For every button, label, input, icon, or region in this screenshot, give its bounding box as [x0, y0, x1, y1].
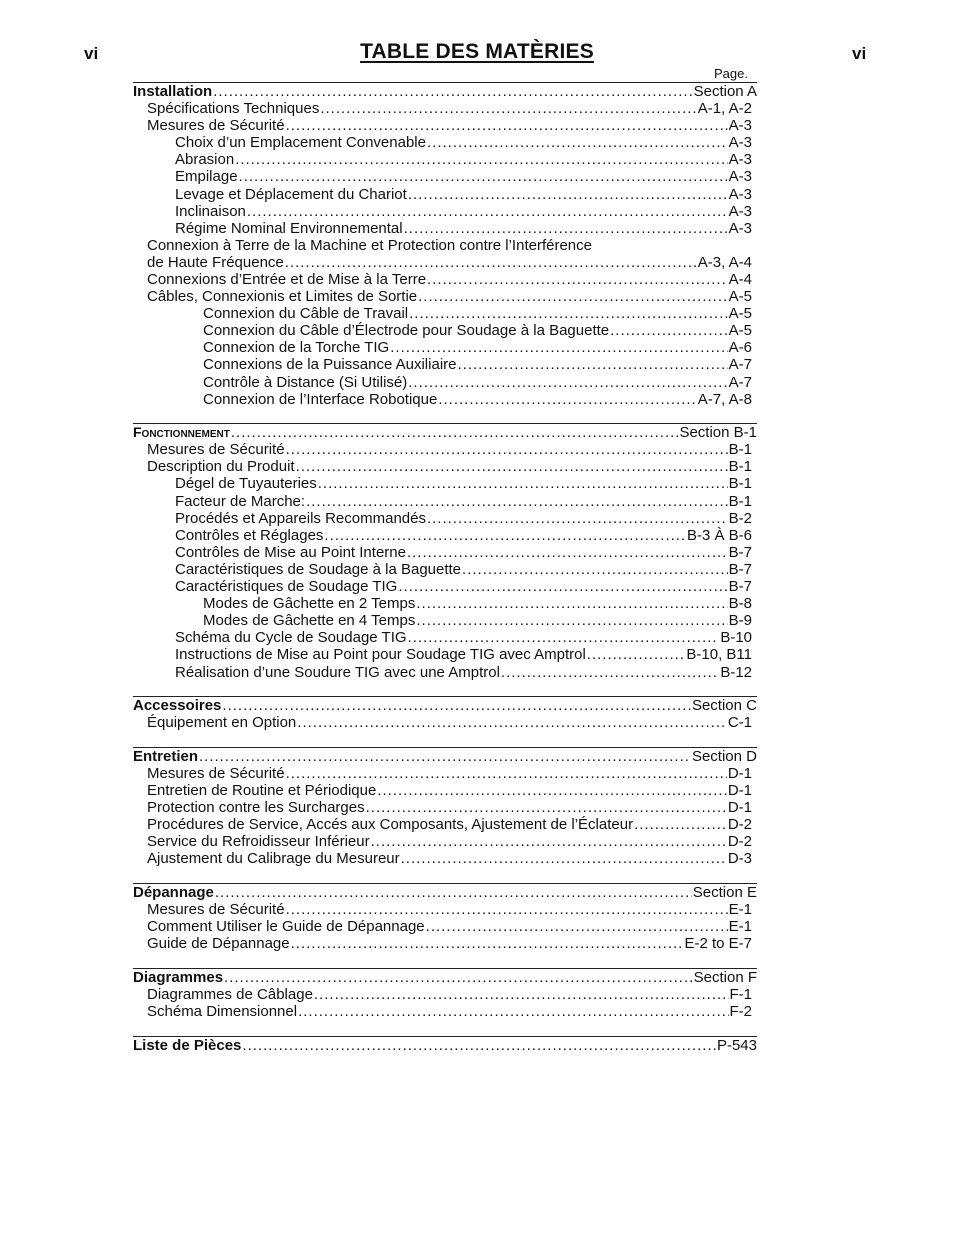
dot-leader [314, 986, 729, 1003]
toc-entry-page: B-10 [720, 629, 752, 647]
toc-entry-title: Mesures de Sécurité [147, 441, 285, 459]
toc-entry[interactable] [133, 1003, 757, 1020]
toc-entry-page: A-6 [728, 339, 752, 357]
dot-leader [296, 458, 728, 475]
toc-entry-page: B-7 [728, 578, 752, 596]
dot-leader [587, 646, 686, 663]
toc-section-heading[interactable] [133, 83, 757, 100]
dot-leader [408, 186, 728, 203]
toc-entry-page: A-3, A-4 [697, 253, 752, 271]
toc-section-heading[interactable] [133, 884, 757, 901]
toc-section [133, 883, 757, 952]
toc-entry-title: Instructions de Mise au Point pour Soudage TIG avec Amptrol [175, 646, 586, 664]
dot-leader [427, 271, 728, 288]
toc-entry-title: Réalisation d’une Soudure TIG avec une Amptrol [175, 663, 500, 681]
dot-leader [242, 1037, 716, 1054]
toc-entry-page: A-3 [728, 168, 752, 186]
toc-entry-title: Dégel de Tuyauteries [175, 475, 317, 493]
dot-leader [371, 833, 727, 850]
toc-entry-page: E-1 [728, 918, 752, 936]
toc-entry[interactable] [133, 799, 757, 816]
toc-entry-title: Abrasion [175, 151, 235, 169]
dot-leader [501, 664, 719, 681]
toc-entry[interactable] [133, 782, 757, 799]
dot-leader [366, 799, 727, 816]
toc-section-title: Installation [133, 83, 213, 100]
toc-entry-page: B-12 [720, 663, 752, 681]
toc-entry[interactable] [133, 612, 757, 629]
toc-entry[interactable] [133, 714, 757, 731]
toc-entry[interactable] [133, 339, 757, 356]
toc-entry[interactable] [133, 850, 757, 867]
toc-entry-page: D-2 [727, 816, 752, 834]
toc-entry[interactable] [133, 220, 757, 237]
dot-leader [286, 441, 728, 458]
dot-leader [224, 969, 693, 986]
dot-leader [199, 748, 691, 765]
toc-entry[interactable] [133, 544, 757, 561]
toc-entry[interactable] [133, 441, 757, 458]
toc-section-title: Entretien [133, 747, 199, 765]
toc-entry-title: Protection contre les Surcharges [147, 799, 365, 817]
toc-entry-page: D-3 [727, 850, 752, 868]
toc-entry[interactable] [133, 765, 757, 782]
toc-entry-title: Entretien de Routine et Périodique [147, 781, 377, 799]
toc-entry-title: Diagrammes de Câblage [147, 985, 313, 1003]
dot-leader [306, 493, 728, 510]
toc-entry-title: Connexion de l’Interface Robotique [203, 390, 438, 408]
toc-entry[interactable] [133, 629, 757, 646]
page-number-right: vi [852, 44, 867, 63]
dot-leader [418, 288, 728, 305]
toc-entry-page: B-7 [728, 543, 752, 561]
toc-entry[interactable] [133, 561, 757, 578]
toc-entry-title: Mesures de Sécurité [147, 764, 285, 782]
dot-leader [427, 510, 728, 527]
toc-entry[interactable] [133, 134, 757, 151]
toc-entry[interactable] [133, 901, 757, 918]
toc-entry-title: Procédés et Appareils Recommandés [175, 509, 426, 527]
toc-entry[interactable] [133, 117, 757, 134]
toc-entry-page: B-2 [728, 509, 752, 527]
toc-entry-page: A-3 [728, 151, 752, 169]
toc-entry-title: Connexions de la Puissance Auxiliaire [203, 356, 457, 374]
toc-entry[interactable] [133, 664, 757, 681]
toc-section-heading[interactable] [133, 424, 757, 441]
toc-entry-title: Schéma Dimensionnel [147, 1003, 298, 1020]
dot-leader [408, 629, 720, 646]
toc-entry-title: Modes de Gâchette en 4 Temps [203, 612, 416, 630]
toc-entry-title: Guide de Dépannage [147, 935, 290, 953]
toc-section [133, 423, 757, 680]
toc-section-title: Fonctionnement [133, 424, 230, 441]
toc-section [133, 696, 757, 731]
toc-entry-title: Connexion de la Torche TIG [203, 339, 390, 357]
toc-entry[interactable] [133, 935, 757, 952]
dot-leader [407, 544, 728, 561]
toc-section-page: Section E [692, 883, 757, 901]
toc-entry[interactable] [133, 493, 757, 510]
toc-entry-page: A-3 [728, 134, 752, 152]
dot-leader [377, 782, 727, 799]
toc-entry[interactable] [133, 458, 757, 475]
toc-section-page: P-543 [716, 1036, 757, 1054]
dot-leader [390, 339, 727, 356]
toc-entry-page: B-3 À B-6 [686, 526, 752, 544]
dot-leader [438, 391, 696, 408]
toc-entry-page: A-7, A-8 [697, 390, 752, 408]
dot-leader [247, 203, 728, 220]
toc-entry[interactable] [133, 374, 757, 391]
dot-leader [408, 374, 727, 391]
toc-entry[interactable] [133, 151, 757, 168]
dot-leader [285, 254, 697, 271]
toc-entry[interactable] [133, 203, 757, 220]
toc-entry-first-line[interactable] [133, 237, 757, 254]
table-of-contents [133, 82, 757, 1054]
toc-entry-title: Régime Nominal Environnemental [175, 219, 403, 237]
toc-entry[interactable] [133, 186, 757, 203]
page-number-left: vi [84, 44, 99, 63]
toc-entry-page: D-1 [727, 799, 752, 817]
toc-entry-title: Connexions d’Entrée et de Mise à la Terre [147, 270, 427, 288]
toc-entry-title: Connexion du Câble de Travail [203, 305, 409, 323]
toc-entry-title: Contrôles et Réglages [175, 526, 324, 544]
dot-leader [427, 134, 728, 151]
dot-leader [457, 356, 727, 373]
toc-entry-page: F-1 [729, 985, 752, 1003]
dot-leader [462, 561, 728, 578]
dot-leader [286, 901, 728, 918]
dot-leader [297, 714, 727, 731]
toc-entry-page: A-3 [728, 185, 752, 203]
toc-entry-page: C-1 [727, 714, 752, 732]
toc-entry[interactable] [133, 100, 757, 117]
toc-entry-page: A-3 [728, 202, 752, 220]
toc-entry[interactable] [133, 305, 757, 322]
toc-entry-title: Contrôles de Mise au Point Interne [175, 543, 406, 561]
toc-entry-page: .A-3 [724, 117, 752, 135]
toc-entry-page: F-2 [729, 1003, 752, 1020]
toc-entry-page: B-9 [728, 612, 752, 630]
toc-entry[interactable] [133, 578, 757, 595]
toc-section-page: Section B-1 [679, 424, 757, 442]
toc-entry-page: E-2 to E-7 [684, 935, 752, 953]
page-title: TABLE DES MATÈRIES [360, 40, 594, 63]
toc-entry-title: Contrôle à Distance (Si Utilisé) [203, 373, 408, 391]
toc-section-title: Accessoires [133, 697, 222, 715]
toc-entry[interactable] [133, 322, 757, 339]
dot-leader [416, 595, 727, 612]
toc-entry[interactable] [133, 646, 757, 663]
toc-entry-page: B-1 [728, 475, 752, 493]
dot-leader [426, 918, 728, 935]
toc-entry[interactable] [133, 254, 757, 271]
toc-entry-title: Schéma du Cycle de Soudage TIG [175, 629, 407, 647]
dot-leader [320, 100, 696, 117]
toc-entry[interactable] [133, 527, 757, 544]
toc-entry-title: Câbles, Connexionis et Limites de Sortie [147, 288, 418, 306]
toc-entry-page: B-1 [728, 458, 752, 476]
dot-leader [231, 424, 679, 441]
toc-entry-title: Description du Produit [147, 458, 295, 476]
toc-entry-title: Choix d’un Emplacement Convenable [175, 134, 426, 152]
toc-section-title: Dépannage [133, 883, 214, 901]
toc-entry-title: Inclinaison [175, 202, 246, 220]
dot-leader [324, 527, 686, 544]
toc-entry[interactable] [133, 288, 757, 305]
toc-entry-title: Caractéristiques de Soudage à la Baguette [175, 560, 462, 578]
toc-section-heading[interactable] [133, 969, 757, 986]
toc-entry[interactable] [133, 833, 757, 850]
toc-section-page: Section A [693, 83, 757, 100]
toc-section [133, 747, 757, 868]
toc-section-heading[interactable] [133, 748, 757, 765]
dot-leader [286, 765, 727, 782]
dot-leader [398, 578, 727, 595]
dot-leader [298, 1003, 728, 1020]
toc-entry[interactable] [133, 816, 757, 833]
toc-entry[interactable] [133, 918, 757, 935]
toc-entry-title: Connexion du Câble d’Électrode pour Soudage à la Baguette [203, 322, 610, 340]
dot-leader [291, 935, 684, 952]
toc-section [133, 1036, 757, 1054]
toc-entry-page: B-7 [728, 560, 752, 578]
toc-entry-page: E-1 [728, 901, 752, 919]
toc-entry-title: Caractéristiques de Soudage TIG [175, 578, 398, 596]
dot-leader [416, 612, 727, 629]
toc-entry-title: Spécifications Techniques [147, 100, 320, 118]
dot-leader [610, 322, 728, 339]
toc-entry-page: B-1 [728, 441, 752, 459]
dot-leader [634, 816, 727, 833]
toc-entry-page: B-8 [728, 595, 752, 613]
page-column-label: Page. [714, 66, 748, 81]
toc-section-page: Section C [691, 697, 757, 715]
toc-entry-page: B-1 [728, 492, 752, 510]
toc-section-page: Section D [691, 747, 757, 765]
toc-entry-page: A-3 [728, 219, 752, 237]
dot-leader [222, 697, 691, 714]
toc-entry-continuation: de Haute Fréquence [147, 253, 284, 271]
toc-section-heading[interactable] [133, 697, 757, 714]
toc-entry[interactable] [133, 475, 757, 492]
toc-entry[interactable] [133, 168, 757, 185]
toc-entry-page: A-5 [728, 305, 752, 323]
toc-entry[interactable] [133, 510, 757, 527]
toc-entry-title: Mesures de Sécurité [147, 901, 285, 919]
toc-section-page: Section F [693, 968, 757, 986]
toc-entry-page: A-5 [728, 288, 752, 306]
toc-section-title: Liste de Pièces [133, 1036, 242, 1054]
dot-leader [409, 305, 728, 322]
dot-leader [235, 151, 727, 168]
dot-leader [401, 850, 727, 867]
dot-leader [215, 884, 692, 901]
dot-leader [404, 220, 728, 237]
toc-entry-page: D-1 [727, 764, 752, 782]
toc-entry[interactable] [133, 986, 757, 1003]
toc-entry-page: B-10, B11 [686, 646, 752, 664]
toc-entry[interactable] [133, 391, 757, 408]
toc-entry[interactable] [133, 356, 757, 373]
toc-section-title: Diagrammes [133, 968, 224, 986]
toc-section [133, 968, 757, 1020]
toc-entry-title: Équipement en Option [147, 714, 297, 732]
toc-entry-page: A-1, A-2 [697, 100, 752, 118]
toc-entry-title: Facteur de Marche: [175, 492, 306, 510]
toc-entry[interactable] [133, 595, 757, 612]
toc-entry-title: Modes de Gâchette en 2 Temps [203, 595, 416, 613]
dot-leader [286, 117, 724, 134]
toc-entry-title: Procédures de Service, Accés aux Composants, Ajustement de l’Éclateur [147, 816, 634, 834]
toc-section-heading[interactable] [133, 1037, 757, 1054]
toc-entry-title: Service du Refroidisseur Inférieur [147, 833, 370, 851]
toc-entry-title: Mesures de Sécurité [147, 117, 285, 135]
toc-entry[interactable] [133, 271, 757, 288]
dot-leader [213, 83, 692, 100]
toc-entry-page: A-7 [728, 373, 752, 391]
toc-entry-title: Empilage [175, 168, 238, 186]
toc-entry-title: Ajustement du Calibrage du Mesureur [147, 850, 400, 868]
toc-entry-page: A-5 [728, 322, 752, 340]
toc-entry-title: Connexion à Terre de la Machine et Protection contre l’Interférence [147, 236, 592, 254]
toc-entry-title: Levage et Déplacement du Chariot [175, 185, 407, 203]
toc-entry-page: A-4 [728, 270, 752, 288]
toc-entry-page: D-2 [727, 833, 752, 851]
toc-section [133, 82, 757, 408]
toc-entry-page: A-7 [728, 356, 752, 374]
toc-entry-title: Comment Utiliser le Guide de Dépannage [147, 918, 425, 936]
dot-leader [239, 168, 728, 185]
dot-leader [318, 475, 728, 492]
toc-entry-page: D-1 [727, 781, 752, 799]
